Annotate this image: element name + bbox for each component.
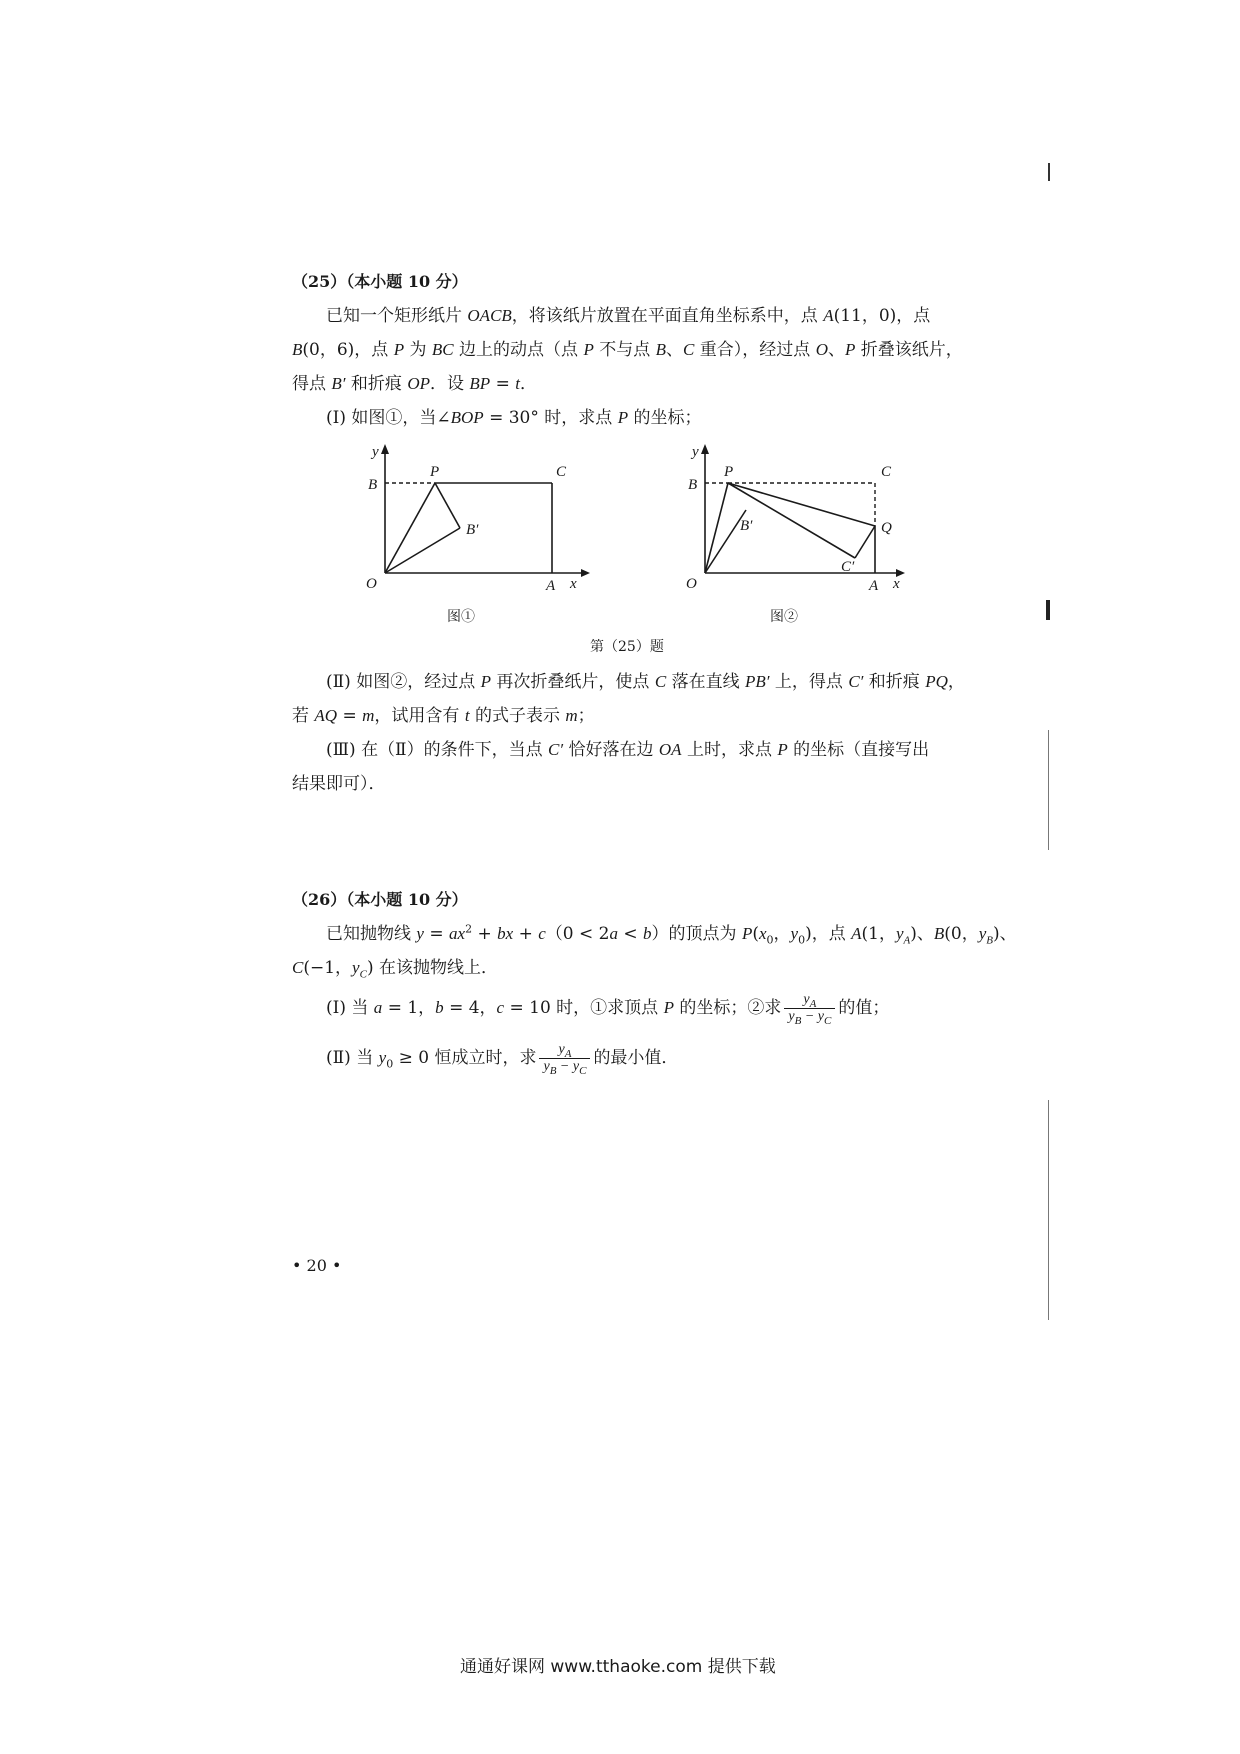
scan-edge-mark <box>1048 730 1049 850</box>
q25-heading: （25）（本小题 10 分） <box>292 272 468 291</box>
label-x: x <box>893 576 900 592</box>
segment-OB-prime <box>385 528 460 573</box>
label-B: B <box>688 477 698 493</box>
q25-part3-line2: 结果即可）． <box>292 774 386 794</box>
q25-part2-line2: 若 AQ = m，试用含有 t 的式子表示 m； <box>292 706 595 726</box>
figure-2 <box>680 438 920 603</box>
crease-OP <box>705 483 728 573</box>
label-O: O <box>366 576 377 592</box>
label-B-prime: B′ <box>466 522 479 538</box>
label-O: O <box>686 576 697 592</box>
label-C-prime: C′ <box>841 559 855 575</box>
q25-stem-line3: 得点 B′ 和折痕 OP．设 BP = t． <box>292 374 537 394</box>
q26-stem-line1: 已知抛物线 $y = ax^2$ + bx + c（0 < 2a < b）的顶点为 $P(x_0$，$y_0$)，点 A(1，$y_A$)、B(0，$y_B$)、 <box>326 922 1017 947</box>
label-P: P <box>724 464 734 480</box>
label-x: x <box>570 576 577 592</box>
label-Q: Q <box>881 520 892 536</box>
segment-QC-prime <box>855 526 875 558</box>
q25-stem-line1: 已知一个矩形纸片 OACB，将该纸片放置在平面直角坐标系中，点 A(11，0)，点 <box>326 306 931 326</box>
fig1-caption: 图① <box>447 609 475 625</box>
fig2-caption: 图② <box>770 609 798 625</box>
label-C: C <box>556 464 567 480</box>
label-A: A <box>546 578 556 594</box>
label-A: A <box>869 578 879 594</box>
scan-edge-mark <box>1048 163 1050 181</box>
q25-part2-line1: (Ⅱ) 如图②，经过点 P 再次折叠纸片，使点 C 落在直线 PB′ 上，得点 C′ 和折痕 PQ， <box>326 672 965 692</box>
q26-stem-line2: C(−1，$y_C$) 在该抛物线上． <box>292 958 498 981</box>
fraction-yA-over-yB-minus-yC: $\frac{y_A}{y_B - y_C}$ <box>539 1042 590 1075</box>
fraction-yA-over-yB-minus-yC: $\frac{y_A}{y_B - y_C}$ <box>784 992 835 1025</box>
segment-PB-prime <box>435 483 460 528</box>
label-C: C <box>881 464 892 480</box>
q26-part2: (Ⅱ) 当 $y_0 \ge 0$ 恒成立时，求 $\frac{y_A}{y_B - y_C}$ 的最小值． <box>326 1042 679 1077</box>
q25-part1: (Ⅰ) 如图①，当∠BOP = 30° 时，求点 P 的坐标； <box>326 408 702 428</box>
label-y: y <box>372 444 379 460</box>
y-axis-arrow <box>701 444 709 454</box>
crease-OP <box>385 483 435 573</box>
q25-part3-line1: (Ⅲ) 在（Ⅱ）的条件下，当点 C′ 恰好落在边 OA 上时，求点 P 的坐标（直接写出 <box>326 740 930 760</box>
footer-text: 通通好课网 www.tthaoke.com 提供下载 <box>460 1657 776 1677</box>
label-B-prime: B′ <box>740 518 753 534</box>
scan-edge-mark <box>1048 1100 1049 1320</box>
label-y: y <box>692 444 699 460</box>
scan-edge-mark <box>1046 600 1050 620</box>
q25-stem-line2: B(0，6)，点 P 为 BC 边上的动点（点 P 不与点 B、C 重合），经过点 O、P 折叠该纸片， <box>292 340 963 360</box>
q26-part1: (Ⅰ) 当 a = 1，b = 4，c = 10 时，①求顶点 P 的坐标；②求 $\frac{y_A}{y_B - y_C}$ 的值； <box>326 992 890 1027</box>
x-axis-arrow <box>581 569 590 577</box>
y-axis-arrow <box>381 444 389 454</box>
label-P: P <box>430 464 440 480</box>
page-number: • 20 • <box>292 1256 342 1275</box>
figure-1 <box>360 438 600 603</box>
figure-caption: 第（25）题 <box>590 639 664 655</box>
q26-heading: （26）（本小题 10 分） <box>292 890 468 909</box>
label-B: B <box>368 477 378 493</box>
